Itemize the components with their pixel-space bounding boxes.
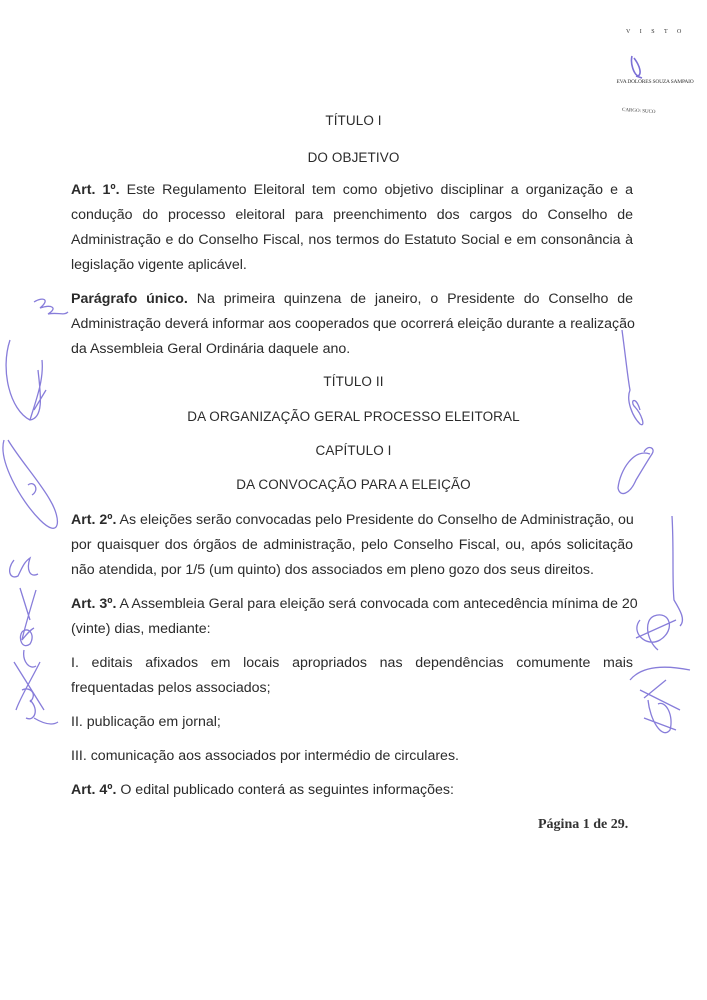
right-margin-signatures-icon: [600, 320, 707, 760]
art2-line-2: por quaisquer dos órgãos de administração, pelo Conselho Fiscal, ou, após solicitação: [71, 537, 633, 553]
art3-item-3: III. comunicação aos associados por intermédio de circulares.: [71, 748, 459, 764]
art3-item-1-line-2: frequentadas pelos associados;: [71, 680, 271, 696]
art1-line-3: Administração e do Conselho Fiscal, nos termos do Estatuto Social e em consonância à: [71, 232, 633, 248]
page-number: Página 1 de 29.: [538, 817, 629, 832]
heading-convocacao: DA CONVOCAÇÃO PARA A ELEIÇÃO: [236, 477, 471, 492]
paragrafo-label: Parágrafo único.: [71, 291, 188, 307]
heading-capitulo-1: CAPÍTULO I: [315, 443, 392, 458]
art4-line: Art. 4º. O edital publicado conterá as seguintes informações:: [71, 782, 454, 798]
art1-line-1: Art. 1º. Este Regulamento Eleitoral tem como objetivo disciplinar a organização e a: [71, 182, 633, 198]
paragrafo-line-1: Parágrafo único. Na primeira quinzena de janeiro, o Presidente do Conselho de: [71, 291, 633, 307]
art3-line-2: (vinte) dias, mediante:: [71, 621, 211, 637]
art2-line-1: Art. 2º. As eleições serão convocadas pelo Presidente do Conselho de Administração, ou: [71, 512, 634, 528]
art2-line-3: não atendida, por 1/5 (um quinto) dos associados em pleno gozo dos seus direitos.: [71, 562, 594, 578]
stamp-name: EVA DOLORES SOUZA SAMPAIO: [616, 79, 694, 85]
stamp-signature-icon: [628, 54, 648, 80]
heading-do-objetivo: DO OBJETIVO: [307, 150, 400, 165]
stamp-label: V I S T O: [626, 29, 686, 35]
heading-titulo-1: TÍTULO I: [325, 113, 382, 128]
left-margin-signatures-icon: [0, 290, 80, 730]
art3-item-1-line-1: I. editais afixados em locais apropriados nas dependências comumente mais: [71, 655, 633, 671]
paragrafo-line-3: da Assembleia Geral Ordinária daquele ano.: [71, 341, 351, 357]
art3-line-1: Art. 3º. A Assembleia Geral para eleição será convocada com antecedência mínima de 20: [71, 596, 638, 612]
art1-line-4: legislação vigente aplicável.: [71, 257, 247, 273]
stamp-role: CARGO: SUCO: [621, 107, 656, 116]
art4-label: Art. 4º.: [71, 782, 117, 798]
art1-label: Art. 1º.: [71, 182, 120, 198]
art3-item-2: II. publicação em jornal;: [71, 714, 221, 730]
art1-line-2: condução do processo eleitoral para preenchimento dos cargos do Conselho de: [71, 207, 633, 223]
paragrafo-line-2: Administração deverá informar aos cooperados que ocorrerá eleição durante a realização: [71, 316, 635, 332]
art2-label: Art. 2º.: [71, 512, 117, 528]
art3-label: Art. 3º.: [71, 596, 117, 612]
heading-organizacao: DA ORGANIZAÇÃO GERAL PROCESSO ELEITORAL: [187, 409, 520, 424]
heading-titulo-2: TÍTULO II: [323, 374, 384, 389]
